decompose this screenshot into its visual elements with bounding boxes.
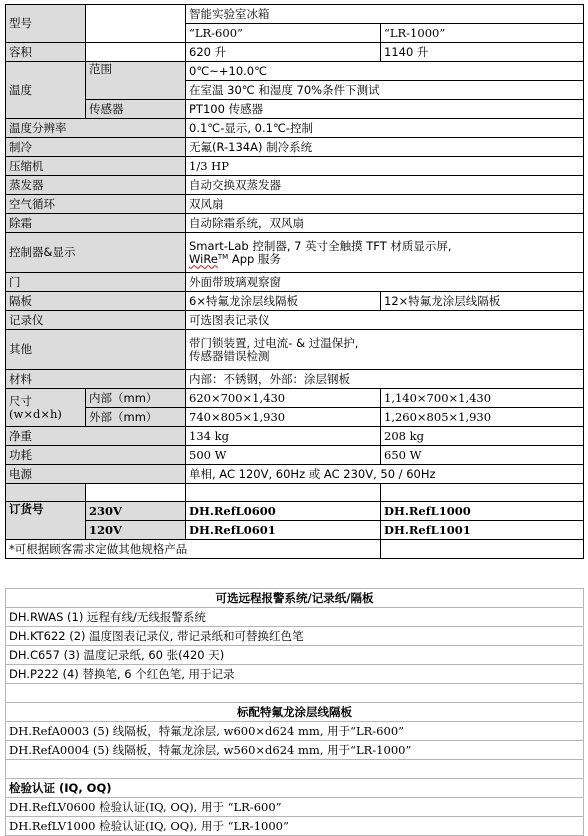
other-line1: 带门锁装置, 过电流- & 过温保护, [189,335,359,350]
spacer-cell [86,484,186,502]
wire-brand: WiRe [189,251,218,266]
material-label: 材料 [6,370,186,389]
sensor-value: PT100 传感器 [186,100,584,119]
accessory-item: DH.RefA0004 (5) 线隔板，特氟龙涂层, w560×d624 mm, 用于“LR-1000” [6,741,584,760]
section-validation-title: 检验认证 (IQ, OQ) [6,779,584,798]
section-shelf-title: 标配特氟龙涂层线隔板 [6,703,584,722]
dims-outer-label: 外部（mm） [86,408,186,427]
supply-label: 电源 [6,465,186,484]
spacer-cell [381,484,584,502]
shelf-label: 隔板 [6,292,186,311]
order-230v: 230V [86,502,186,521]
supply-value: 单相, AC 120V, 60Hz 或 AC 230V, 50 / 60Hz [186,465,584,484]
volume-blank [86,43,186,62]
material-value: 内部：不锈钢，外部：涂层钢板 [186,370,584,389]
compressor-value: 1/3 HP [186,157,584,176]
section-remote-alarm-title: 可选远程报警系统/记录纸/隔板 [6,589,584,608]
controller-value [186,233,584,273]
temp-range-value: 0℃~+10.0℃ [186,62,584,81]
accessories-table [5,588,584,836]
order-lr1000-120v: DH.RefL1001 [381,521,584,540]
temp-label: 温度 [6,62,86,119]
other-label: 其他 [6,330,186,370]
power-label: 功耗 [6,446,186,465]
temp-condition: 在室温 30℃ 和湿度 70%条件下测试 [186,81,584,100]
air-label: 空气循环 [6,195,186,214]
dims-outer-lr600: 740×805×1,930 [186,408,381,427]
model-lr600: “LR-600” [186,24,381,43]
volume-lr600: 620 升 [186,43,381,62]
product-name: 智能实验室冰箱 [186,5,584,24]
controller-line2 [189,253,580,266]
recorder-label: 记录仪 [6,311,186,330]
dims-inner-lr600: 620×700×1,430 [186,389,381,408]
evaporator-value: 自动交换双蒸发器 [186,176,584,195]
accessory-item: DH.RefLV1000 检验认证(IQ, OQ), 用于 “LR-1000” [6,817,584,836]
shelf-lr600: 6×特氟龙涂层线隔板 [186,292,381,311]
other-value [186,330,584,370]
dims-label-line2: (w×d×h) [9,406,62,421]
accessory-item: DH.RefLV0600 检验认证(IQ, OQ), 用于 “LR-600” [6,798,584,817]
model-label: 型号 [6,5,86,43]
evaporator-label: 蒸发器 [6,176,186,195]
shelf-lr1000: 12×特氟龙涂层线隔板 [381,292,584,311]
app-service: App 服务 [228,251,281,266]
spec-table [5,4,584,559]
note-blank [381,540,584,559]
compressor-label: 压缩机 [6,157,186,176]
power-lr1000: 650 W [381,446,584,465]
temp-range-label: 范围 [86,62,186,100]
trademark: TM [217,252,229,261]
model-blank [86,5,186,43]
order-label: 订货号 [6,502,86,540]
spacer-cell [186,484,381,502]
accessory-item: DH.P222 (4) 替换笔, 6 个红色笔, 用于记录 [6,665,584,684]
weight-lr1000: 208 kg [381,427,584,446]
power-lr600: 500 W [186,446,381,465]
accessory-item: DH.RefA0003 (5) 线隔板，特氟龙涂层, w600×d624 mm, 用于“LR-600” [6,722,584,741]
dims-inner-label: 内部（mm） [86,389,186,408]
dims-outer-lr1000: 1,260×805×1,930 [381,408,584,427]
door-value: 外面带玻璃观察窗 [186,273,584,292]
blank-row [6,684,584,703]
order-120v: 120V [86,521,186,540]
sensor-label: 传感器 [86,100,186,119]
custom-note: *可根据顾客需求定做其他规格产品 [6,540,381,559]
weight-lr600: 134 kg [186,427,381,446]
accessory-item: DH.C657 (3) 温度记录纸, 60 张(420 天) [6,646,584,665]
volume-label: 容积 [6,43,86,62]
resolution-value: 0.1℃-显示, 0.1℃-控制 [186,119,584,138]
dims-inner-lr1000: 1,140×700×1,430 [381,389,584,408]
dims-label [6,389,86,427]
order-lr1000-230v: DH.RefL1000 [381,502,584,521]
volume-lr1000: 1140 升 [381,43,584,62]
weight-label: 净重 [6,427,186,446]
blank-row [6,760,584,779]
recorder-value: 可选图表记录仪 [186,311,584,330]
controller-line1: Smart-Lab 控制器, 7 英寸全触摸 TFT 材质显示屏, [189,238,452,253]
dims-label-line1: 尺寸 [9,393,32,408]
air-value: 双风扇 [186,195,584,214]
resolution-label: 温度分辨率 [6,119,186,138]
spacer-cell [6,484,86,502]
refrigeration-value: 无氟(R-134A) 制冷系统 [186,138,584,157]
controller-label: 控制器&显示 [6,233,186,273]
refrigeration-label: 制冷 [6,138,186,157]
order-lr600-120v: DH.RefL0601 [186,521,381,540]
door-label: 门 [6,273,186,292]
order-lr600-230v: DH.RefL0600 [186,502,381,521]
model-lr1000: “LR-1000” [381,24,584,43]
accessory-item: DH.RWAS (1) 远程有线/无线报警系统 [6,608,584,627]
accessory-item: DH.KT622 (2) 温度图表记录仪, 带记录纸和可替换红色笔 [6,627,584,646]
other-line2: 传感器错误检测 [189,348,270,363]
defrost-label: 除霜 [6,214,186,233]
defrost-value: 自动除霜系统，双风扇 [186,214,584,233]
